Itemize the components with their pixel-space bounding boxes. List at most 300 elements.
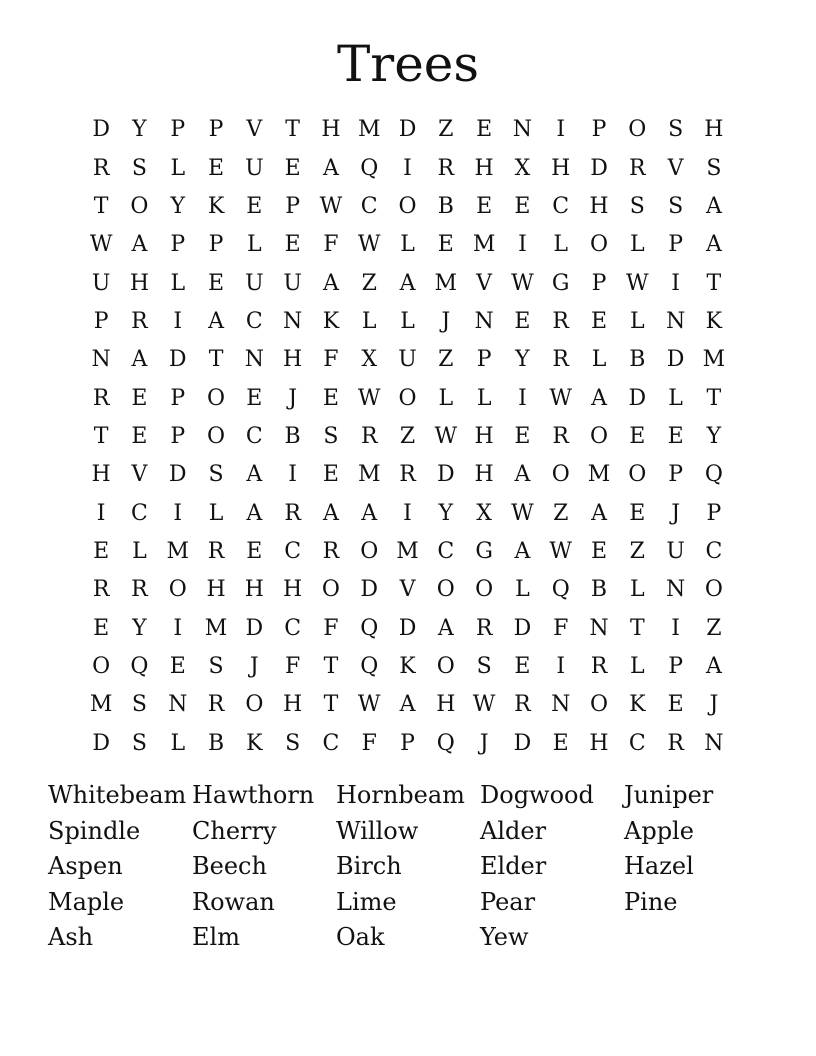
grid-letter: T <box>323 692 339 718</box>
grid-letter: A <box>514 462 531 488</box>
word-list-item: Hawthorn <box>192 781 315 809</box>
grid-letter: E <box>514 308 531 334</box>
grid-letter: O <box>398 385 417 411</box>
grid-letter: P <box>476 347 492 373</box>
word-list-item: Ash <box>48 923 94 952</box>
grid-letter: A <box>399 692 416 718</box>
grid-letter: R <box>131 577 148 603</box>
grid-letter: E <box>514 193 531 219</box>
grid-letter: R <box>284 500 301 526</box>
grid-letter: T <box>208 347 224 373</box>
grid-letter: Y <box>132 117 147 143</box>
grid-letter: O <box>628 462 647 488</box>
grid-row <box>82 418 733 456</box>
grid-letter: A <box>705 232 722 258</box>
grid-letter: J <box>249 653 259 679</box>
grid-letter: R <box>552 423 569 449</box>
grid-letter: O <box>92 653 111 679</box>
grid-letter: A <box>208 308 224 334</box>
grid-letter: L <box>630 577 645 603</box>
grid-letter: R <box>629 155 646 181</box>
grid-letter: C <box>705 538 723 564</box>
grid-letter: G <box>551 270 570 296</box>
grid-letter: C <box>245 423 263 449</box>
grid-letter: C <box>360 193 378 219</box>
grid-letter: R <box>207 692 225 718</box>
grid-letter: W <box>549 385 573 411</box>
grid-letter: R <box>207 538 225 564</box>
grid-letter: H <box>283 347 303 373</box>
grid-letter: M <box>357 462 381 488</box>
grid-letter: W <box>357 385 381 411</box>
grid-letter: B <box>590 577 608 603</box>
word-list-item: Birch <box>336 852 402 881</box>
grid-letter: K <box>322 308 340 334</box>
grid-row <box>82 226 733 264</box>
grid-letter: E <box>284 155 301 181</box>
grid-letter: A <box>131 347 148 373</box>
grid-letter: U <box>398 347 417 373</box>
grid-letter: O <box>475 577 494 603</box>
grid-letter: R <box>437 155 455 181</box>
grid-row <box>82 379 733 417</box>
grid-letter: Y <box>170 193 185 219</box>
grid-letter: O <box>168 577 187 603</box>
grid-letter: D <box>360 577 379 603</box>
grid-letter: M <box>204 615 228 641</box>
grid-letter: A <box>591 500 607 526</box>
grid-letter: T <box>706 270 722 296</box>
grid-letter: Q <box>130 653 149 679</box>
grid-letter: D <box>628 385 647 411</box>
grid-letter: E <box>322 385 339 411</box>
grid-letter: N <box>283 308 303 334</box>
grid-letter: E <box>131 385 148 411</box>
grid-letter: A <box>591 385 607 411</box>
grid-letter: Q <box>360 155 379 181</box>
grid-letter: P <box>706 500 722 526</box>
grid-row <box>82 341 733 379</box>
grid-letter: H <box>474 423 494 449</box>
grid-letter: D <box>666 347 685 373</box>
grid-letter: W <box>357 692 381 718</box>
grid-letter: L <box>630 232 645 258</box>
grid-letter: S <box>131 692 147 718</box>
grid-letter: I <box>288 462 297 488</box>
grid-letter: W <box>511 270 534 296</box>
grid-letter: N <box>244 347 264 373</box>
grid-letter: V <box>246 117 263 143</box>
grid-letter: C <box>284 615 302 641</box>
grid-letter: R <box>667 730 684 756</box>
grid-letter: E <box>208 155 225 181</box>
grid-letter: D <box>398 615 417 641</box>
grid-letter: Q <box>360 615 379 641</box>
grid-letter: R <box>131 308 148 334</box>
grid-letter: U <box>666 538 685 564</box>
grid-letter: C <box>284 538 302 564</box>
grid-letter: R <box>475 615 493 641</box>
grid-letter: R <box>590 653 608 679</box>
grid-letter: W <box>472 692 496 718</box>
grid-letter: O <box>589 692 609 718</box>
grid-letter: J <box>709 692 719 718</box>
grid-letter: P <box>591 270 607 296</box>
grid-letter: B <box>284 423 301 449</box>
grid-letter: H <box>244 577 264 603</box>
grid-letter: O <box>589 423 609 449</box>
grid-letter: H <box>589 193 609 219</box>
letter-grid <box>82 111 733 763</box>
grid-letter: L <box>630 653 645 679</box>
grid-row <box>82 609 733 647</box>
grid-letter: H <box>474 155 494 181</box>
grid-letter: P <box>285 193 301 219</box>
grid-letter: W <box>511 500 534 526</box>
grid-letter: I <box>518 385 527 411</box>
grid-letter: A <box>361 500 378 526</box>
grid-letter: F <box>323 232 339 258</box>
grid-letter: O <box>130 193 149 219</box>
grid-letter: M <box>702 347 726 373</box>
grid-letter: D <box>245 615 264 641</box>
grid-letter: L <box>208 500 224 526</box>
grid-letter: L <box>438 385 454 411</box>
grid-letter: N <box>512 117 533 143</box>
grid-letter: I <box>173 308 183 334</box>
grid-letter: L <box>400 232 415 258</box>
grid-letter: O <box>207 423 226 449</box>
grid-letter: H <box>589 730 609 756</box>
grid-letter: W <box>434 423 458 449</box>
grid-row <box>82 456 733 494</box>
grid-letter: D <box>92 117 110 143</box>
grid-letter: M <box>396 538 419 564</box>
grid-letter: O <box>704 577 723 603</box>
grid-letter: W <box>357 232 381 258</box>
grid-letter: F <box>361 730 377 756</box>
word-list-item: Maple <box>48 887 125 916</box>
word-list-item: Pine <box>624 887 678 916</box>
grid-letter: T <box>285 117 300 143</box>
grid-letter: T <box>706 385 722 411</box>
grid-letter: E <box>208 270 225 296</box>
grid-letter: A <box>437 615 454 641</box>
grid-letter: R <box>552 308 569 334</box>
grid-letter: G <box>475 538 493 564</box>
grid-letter: D <box>590 155 608 181</box>
grid-letter: E <box>284 232 301 258</box>
grid-letter: K <box>207 193 225 219</box>
grid-letter: M <box>472 232 496 258</box>
grid-letter: H <box>321 117 341 143</box>
grid-letter: E <box>514 423 531 449</box>
grid-letter: R <box>322 538 340 564</box>
grid-letter: Q <box>551 577 570 603</box>
grid-letter: M <box>434 270 458 296</box>
grid-letter: L <box>630 308 645 334</box>
grid-letter: P <box>668 653 683 679</box>
grid-letter: Z <box>553 500 569 526</box>
grid-letter: X <box>476 500 492 526</box>
grid-letter: E <box>322 462 339 488</box>
grid-letter: L <box>400 308 415 334</box>
grid-row <box>82 533 733 571</box>
grid-letter: L <box>553 232 569 258</box>
grid-letter: N <box>704 730 724 756</box>
grid-letter: M <box>587 462 611 488</box>
grid-letter: D <box>398 117 417 143</box>
grid-letter: A <box>705 193 722 219</box>
grid-letter: S <box>629 193 645 219</box>
grid-letter: T <box>629 615 645 641</box>
grid-letter: A <box>705 653 722 679</box>
grid-letter: L <box>170 155 186 181</box>
grid-letter: P <box>170 423 186 449</box>
word-list-item: Dogwood <box>480 781 594 809</box>
word-list-item: Elm <box>192 923 240 952</box>
grid-letter: E <box>246 538 263 564</box>
grid-letter: A <box>246 500 263 526</box>
word-list-item: Elder <box>480 852 547 881</box>
grid-letter: S <box>208 653 224 679</box>
grid-letter: I <box>403 155 412 181</box>
grid-letter: S <box>285 730 301 756</box>
grid-letter: Q <box>360 653 379 679</box>
grid-letter: C <box>628 730 646 756</box>
grid-letter: S <box>131 155 147 181</box>
grid-letter: E <box>629 500 646 526</box>
grid-letter: W <box>89 232 113 258</box>
grid-letter: B <box>629 347 646 373</box>
grid-letter: Z <box>438 347 454 373</box>
grid-letter: R <box>552 347 569 373</box>
grid-letter: D <box>513 615 532 641</box>
grid-row <box>82 686 733 724</box>
grid-letter: A <box>322 155 339 181</box>
page-title: Trees <box>336 35 480 93</box>
grid-letter: X <box>514 155 531 181</box>
grid-letter: I <box>173 615 183 641</box>
word-list-item: Whitebeam <box>48 781 187 809</box>
grid-letter: R <box>92 577 110 603</box>
grid-letter: O <box>360 538 379 564</box>
grid-letter: N <box>474 308 494 334</box>
grid-letter: Z <box>629 538 645 564</box>
grid-letter: U <box>283 270 302 296</box>
grid-letter: R <box>92 385 110 411</box>
grid-row <box>82 648 733 686</box>
grid-letter: S <box>208 462 224 488</box>
grid-letter: N <box>665 308 686 334</box>
grid-row <box>82 303 733 341</box>
grid-letter: I <box>671 615 680 641</box>
grid-letter: O <box>436 577 455 603</box>
grid-letter: C <box>245 308 263 334</box>
grid-letter: C <box>131 500 148 526</box>
grid-letter: Y <box>515 347 530 373</box>
grid-letter: Y <box>706 423 722 449</box>
grid-letter: V <box>476 270 493 296</box>
grid-letter: U <box>245 270 264 296</box>
grid-row <box>82 111 733 149</box>
grid-letter: A <box>246 462 263 488</box>
grid-letter: O <box>398 193 417 219</box>
grid-letter: L <box>591 347 607 373</box>
grid-letter: J <box>288 385 298 411</box>
grid-letter: D <box>92 730 110 756</box>
grid-letter: B <box>207 730 225 756</box>
grid-letter: E <box>476 193 493 219</box>
grid-letter: N <box>665 577 686 603</box>
grid-letter: I <box>173 500 183 526</box>
grid-letter: A <box>131 232 148 258</box>
grid-letter: A <box>322 270 339 296</box>
grid-letter: N <box>168 692 188 718</box>
grid-letter: N <box>551 692 571 718</box>
grid-letter: Z <box>361 270 377 296</box>
grid-letter: H <box>283 692 303 718</box>
grid-letter: Z <box>706 615 722 641</box>
grid-letter: S <box>668 117 684 143</box>
grid-letter: U <box>245 155 264 181</box>
grid-letter: P <box>208 117 224 143</box>
grid-row <box>82 725 733 763</box>
grid-letter: A <box>514 538 531 564</box>
grid-letter: E <box>552 730 569 756</box>
grid-letter: H <box>206 577 226 603</box>
word-list-item: Oak <box>336 923 385 952</box>
grid-letter: K <box>246 730 263 756</box>
grid-letter: Z <box>399 423 416 449</box>
grid-letter: M <box>166 538 189 564</box>
grid-letter: Z <box>438 117 454 143</box>
grid-letter: I <box>96 500 106 526</box>
word-list-item: Rowan <box>192 887 275 916</box>
grid-letter: L <box>132 538 147 564</box>
grid-letter: V <box>667 155 684 181</box>
grid-letter: J <box>441 308 451 334</box>
grid-row <box>82 264 733 302</box>
grid-letter: Q <box>436 730 455 756</box>
grid-letter: O <box>436 653 455 679</box>
grid-letter: F <box>285 653 301 679</box>
grid-letter: D <box>168 462 187 488</box>
word-list-item: Beech <box>192 852 267 881</box>
grid-letter: L <box>247 232 262 258</box>
grid-letter: O <box>589 232 609 258</box>
grid-row <box>82 188 733 226</box>
grid-letter: O <box>321 577 340 603</box>
grid-letter: E <box>514 653 531 679</box>
grid-letter: R <box>360 423 378 449</box>
grid-letter: Y <box>132 615 147 641</box>
grid-letter: Y <box>438 500 454 526</box>
grid-letter: D <box>437 462 455 488</box>
word-list <box>48 778 768 956</box>
grid-letter: S <box>323 423 339 449</box>
grid-letter: P <box>170 385 186 411</box>
word-list-item: Cherry <box>192 816 277 845</box>
grid-row <box>82 494 733 532</box>
grid-letter: I <box>556 653 566 679</box>
grid-letter: L <box>170 270 186 296</box>
grid-letter: V <box>399 577 416 603</box>
grid-letter: H <box>474 462 494 488</box>
grid-letter: L <box>361 308 377 334</box>
grid-letter: R <box>399 462 416 488</box>
grid-letter: P <box>208 232 224 258</box>
grid-letter: W <box>319 193 343 219</box>
grid-letter: S <box>668 193 684 219</box>
grid-letter: H <box>704 117 724 143</box>
grid-letter: H <box>283 577 303 603</box>
grid-row <box>82 571 733 609</box>
grid-letter: J <box>479 730 489 756</box>
word-list-item: Pear <box>480 887 536 916</box>
grid-letter: E <box>246 193 263 219</box>
grid-letter: E <box>590 538 608 564</box>
grid-letter: P <box>591 117 607 143</box>
grid-letter: E <box>93 615 110 641</box>
grid-letter: F <box>323 615 339 641</box>
grid-letter: Q <box>704 462 723 488</box>
grid-row <box>82 149 733 187</box>
grid-letter: S <box>131 730 147 756</box>
grid-letter: K <box>629 692 646 718</box>
grid-letter: I <box>556 117 566 143</box>
grid-letter: M <box>89 692 113 718</box>
grid-letter: E <box>131 423 148 449</box>
grid-letter: I <box>671 270 680 296</box>
grid-letter: D <box>513 730 532 756</box>
grid-letter: D <box>168 347 187 373</box>
word-list-item: Spindle <box>48 816 141 845</box>
grid-letter: T <box>93 193 109 219</box>
grid-letter: C <box>552 193 570 219</box>
grid-letter: N <box>589 615 609 641</box>
grid-letter: I <box>403 500 412 526</box>
grid-letter: E <box>169 653 186 679</box>
grid-letter: E <box>476 117 493 143</box>
grid-letter: E <box>246 385 263 411</box>
word-list-item: Yew <box>480 923 529 952</box>
grid-letter: E <box>590 308 608 334</box>
word-list-item: Hazel <box>624 852 694 881</box>
grid-letter: N <box>91 347 111 373</box>
grid-letter: P <box>668 232 683 258</box>
grid-letter: X <box>361 347 378 373</box>
grid-letter: V <box>131 462 148 488</box>
word-list-item: Apple <box>624 816 694 845</box>
word-list-item: Alder <box>480 816 547 845</box>
grid-letter: P <box>170 232 186 258</box>
grid-letter: E <box>667 692 684 718</box>
grid-letter: E <box>93 538 110 564</box>
grid-letter: O <box>207 385 226 411</box>
grid-letter: L <box>170 730 186 756</box>
grid-letter: P <box>668 462 683 488</box>
grid-letter: I <box>518 232 527 258</box>
grid-letter: C <box>322 730 340 756</box>
grid-letter: A <box>322 500 339 526</box>
word-list-item: Willow <box>336 816 419 845</box>
word-list-item: Juniper <box>624 781 714 809</box>
grid-letter: E <box>629 423 646 449</box>
grid-letter: L <box>668 385 683 411</box>
grid-letter: T <box>323 653 339 679</box>
word-list-item: Hornbeam <box>336 781 465 809</box>
